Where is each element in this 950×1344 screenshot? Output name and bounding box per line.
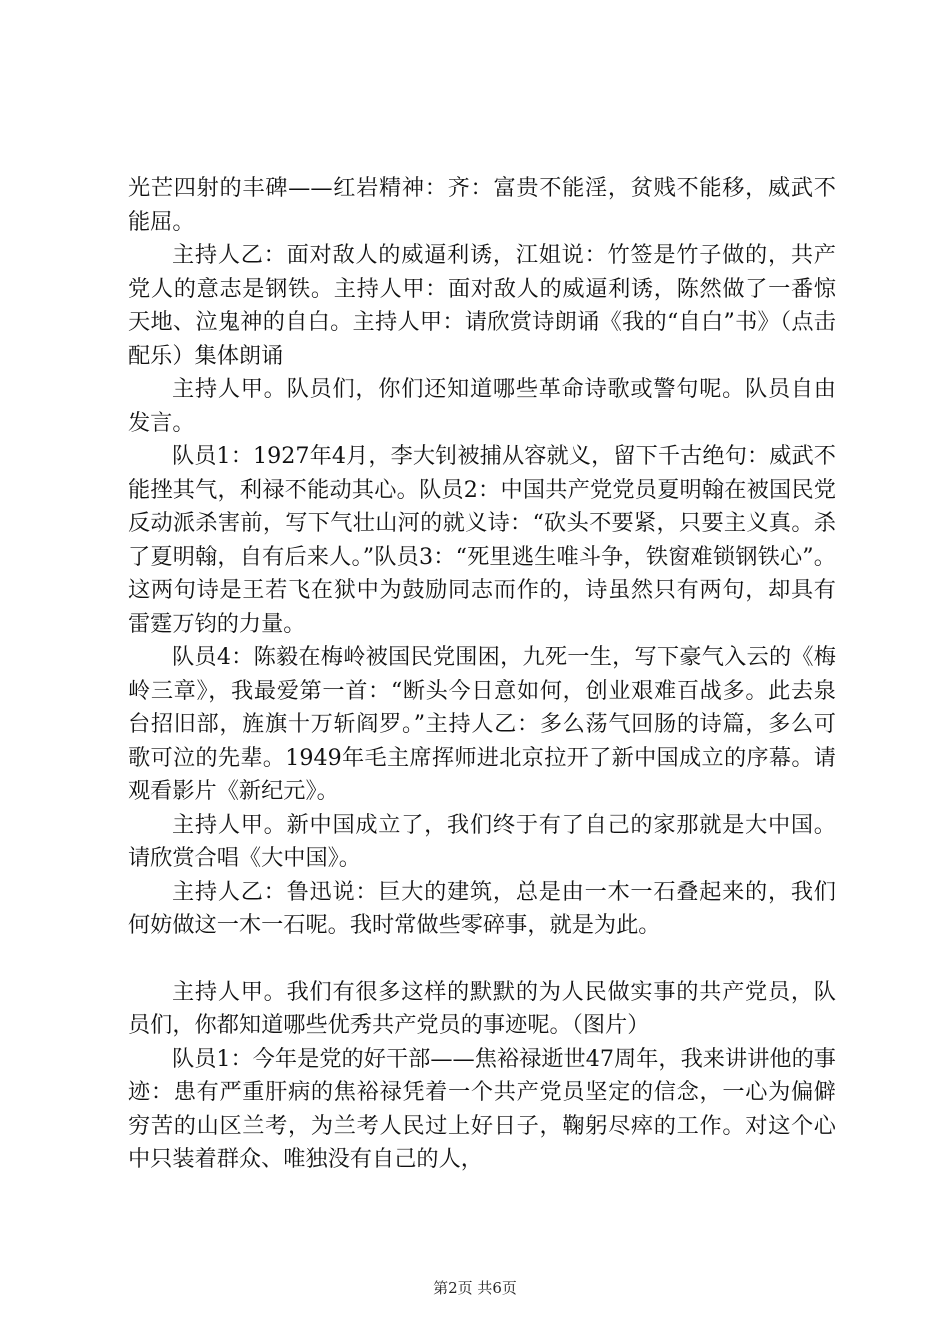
page-footer [0, 1278, 950, 1298]
paragraph-1: 光芒四射的丰碑——红岩精神：齐：富贵不能淫，贫贱不能移，威武不能屈。 [128, 175, 836, 235]
paragraph-4: 队员1：1927年4月，李大钊被捕从容就义，留下千古绝句：威武不能挫其气，利禄不能动其心。队员2：中国共产党党员夏明翰在被国民党反动派杀害前，写下气壮山河的就义诗：“砍头不要紧，只要主义真。杀了夏明翰，自有后来人。”队员3：“死里逃生唯斗争，铁窗难锁钢铁心”。这两句诗是王若飞在狱中为鼓励同志而作的，诗虽然只有两句，却具有雷霆万钧的力量。 [128, 443, 836, 637]
paragraph-3: 主持人甲。队员们，你们还知道哪些革命诗歌或警句呢。队员自由发言。 [128, 376, 836, 436]
paragraph-2: 主持人乙：面对敌人的威逼利诱，江姐说：竹签是竹子做的，共产党人的意志是钢铁。主持人甲：面对敌人的威逼利诱，陈然做了一番惊天地、泣鬼神的自白。主持人甲：请欣赏诗朗诵《我的“自白”书》（点击配乐）集体朗诵 [128, 242, 836, 369]
document-body [128, 172, 836, 1177]
paragraph-9: 队员1：今年是党的好干部——焦裕禄逝世47周年，我来讲讲他的事迹：患有严重肝病的焦裕禄凭着一个共产党员坚定的信念，一心为偏僻穷苦的山区兰考，为兰考人民过上好日子，鞠躬尽瘁的工作。对这个心中只装着群众、唯独没有自己的人， [128, 1045, 836, 1172]
paragraph-6: 主持人甲。新中国成立了，我们终于有了自己的家那就是大中国。请欣赏合唱《大中国》。 [128, 811, 836, 871]
paragraph-7: 主持人乙：鲁迅说：巨大的建筑，总是由一木一石叠起来的，我们何妨做这一木一石呢。我时常做些零碎事，就是为此。 [128, 878, 836, 938]
paragraph-5: 队员4：陈毅在梅岭被国民党围困，九死一生，写下豪气入云的《梅岭三章》，我最爱第一首：“断头今日意如何，创业艰难百战多。此去泉台招旧部，旌旗十万斩阎罗。”主持人乙：多么荡气回肠的诗篇，多么可歌可泣的先辈。1949年毛主席挥师进北京拉开了新中国成立的序幕。请观看影片《新纪元》。 [128, 644, 836, 804]
paragraph-8: 主持人甲。我们有很多这样的默默的为人民做实事的共产党员，队员们，你都知道哪些优秀共产党员的事迹呢。（图片） [128, 978, 836, 1038]
page-number-label: 第2页 共6页 [433, 1279, 517, 1297]
